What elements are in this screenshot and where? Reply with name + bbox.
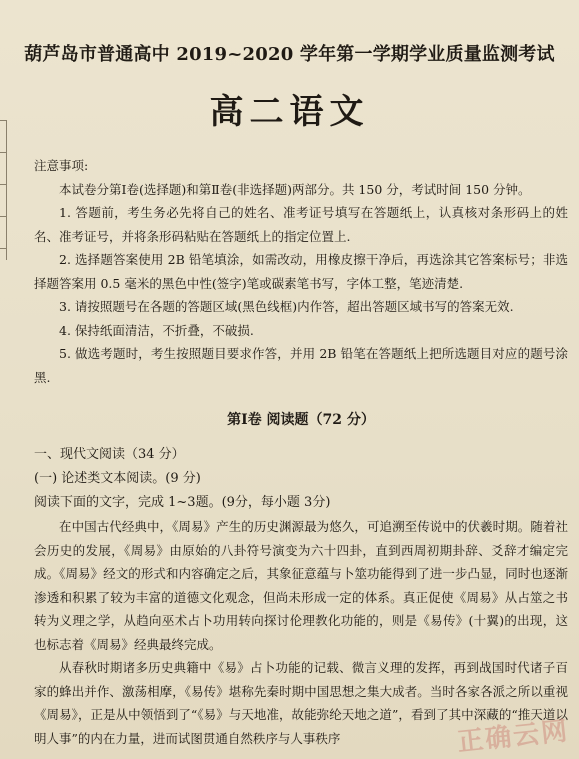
notice-line: 本试卷分第Ⅰ卷(选择题)和第Ⅱ卷(非选择题)两部分。共 150 分，考试时间 150 分钟。 [59, 181, 531, 197]
section-title: 第Ⅰ卷 阅读题（72 分） [227, 412, 375, 428]
binding-tick [0, 248, 6, 249]
passage-paragraph: 从春秋时期诸多历史典籍中《易》占卜功能的记载、微言义理的发挥，再到战国时代诸子百家的蜂出并作、激荡相摩，《易传》堪称先秦时期中国思想之集大成者。当时各家各派之所以重视《周易》，正是从中领悟到了“《易》与天地准，故能弥纶天地之道”，看到了其中深藏的“推天道以明人事”的内在力量，进而试图贯通自然秩序与人事秩序 [34, 660, 568, 746]
part-title: 一、现代文阅读（34 分） [34, 447, 185, 462]
instruction-text: 阅读下面的文字，完成 1~3题。(9分，每小题 3分) [34, 495, 331, 510]
subsection-title: (一) 论述类文本阅读。(9 分) [34, 471, 201, 486]
paper-header [0, 40, 579, 133]
binding-tick [0, 152, 6, 153]
notice-title: 注意事项: [34, 158, 89, 173]
binding-tick [0, 184, 6, 185]
binding-tick [0, 216, 6, 217]
notice-line: 5. 做选考题时，考生按照题目要求作答，并用 2B 铅笔在答题纸上把所选题目对应的题号涂黑. [34, 346, 568, 385]
notice-line: 2. 选择题答案使用 2B 铅笔填涂，如需改动，用橡皮擦干净后，再选涂其它答案标号；非选择题答案用 0.5 毫米的黑色中性(签字)笔或碳素笔书写，字体工整，笔迹清楚. [34, 252, 568, 291]
notice-line: 3. 请按照题号在各题的答题区域(黑色线框)内作答，超出答题区域书写的答案无效. [59, 299, 514, 314]
subject-title: 高二语文 [209, 92, 370, 132]
passage-paragraph: 在中国古代经典中，《周易》产生的历史渊源最为悠久，可追溯至传说中的伏羲时期。随着社会历史的发展，《周易》由原始的八卦符号演变为六十四卦，直到西周初期卦辞、爻辞才编定完成。《周易》经文的形式和内容确定之后，其象征意蕴与卜筮功能得到了进一步凸显，同时也逐渐渗透和积累了较为丰富的道德文化观念，但尚未形成一定的体系。真正促使《周易》从占筮之书转为义理之学，从趋向巫术占卜功用转向探讨伦理教化功能的，则是《易传》(十翼)的出现，这也标志着《周易》经典最终完成。 [34, 519, 568, 652]
paper-content [34, 154, 568, 750]
notice-line: 4. 保持纸面清洁，不折叠，不破损. [59, 322, 254, 338]
notice-line: 1. 答题前，考生务必先将自己的姓名、准考证号填写在答题纸上，认真核对条形码上的姓名、准考证号，并将条形码粘贴在答题纸上的指定位置上. [34, 205, 568, 244]
watermark-stamp: 正确云网 [455, 716, 571, 758]
exam-title: 葫芦岛市普通高中 2019~2020 学年第一学期学业质量监测考试 [24, 44, 555, 65]
binding-margin [0, 120, 7, 260]
